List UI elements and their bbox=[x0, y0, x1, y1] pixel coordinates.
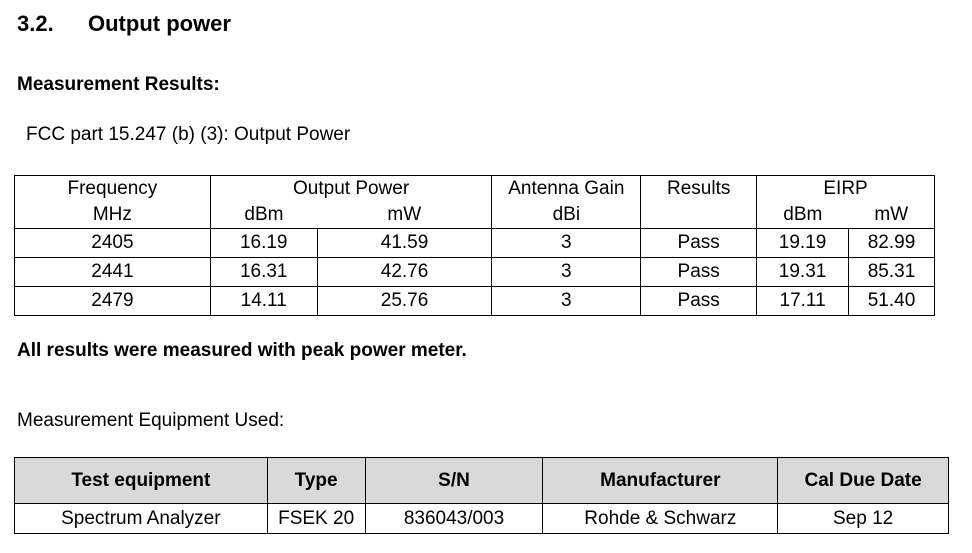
table-row bbox=[15, 504, 949, 534]
unit-antenna-gain: dBi bbox=[492, 202, 641, 229]
cell-eirp-dbm: 17.11 bbox=[757, 287, 849, 316]
header-output-power: Output Power bbox=[210, 176, 492, 203]
cell-output-dbm: 16.31 bbox=[210, 258, 317, 287]
cell-equipment-type: FSEK 20 bbox=[267, 504, 365, 534]
section-title: Output power bbox=[88, 11, 231, 36]
measurement-results-heading: Measurement Results: bbox=[17, 74, 220, 95]
cell-output-dbm: 14.11 bbox=[210, 287, 317, 316]
unit-eirp-dbm: dBm bbox=[757, 202, 849, 229]
cell-serial-number: 836043/003 bbox=[365, 504, 543, 534]
equipment-heading: Measurement Equipment Used: bbox=[17, 410, 285, 431]
unit-frequency: MHz bbox=[15, 202, 211, 229]
cell-eirp-mw: 82.99 bbox=[849, 229, 935, 258]
cell-output-dbm: 16.19 bbox=[210, 229, 317, 258]
cell-eirp-mw: 51.40 bbox=[849, 287, 935, 316]
equipment-table bbox=[14, 457, 949, 534]
cell-antenna-gain: 3 bbox=[492, 258, 641, 287]
header-serial-number: S/N bbox=[365, 458, 543, 504]
table-row bbox=[15, 258, 935, 287]
equipment-header-row bbox=[15, 458, 949, 504]
unit-output-dbm: dBm bbox=[210, 202, 317, 229]
cell-frequency: 2405 bbox=[15, 229, 211, 258]
table-header-row bbox=[15, 176, 935, 203]
cell-frequency: 2441 bbox=[15, 258, 211, 287]
cell-output-mw: 42.76 bbox=[317, 258, 492, 287]
unit-eirp-mw: mW bbox=[849, 202, 935, 229]
header-type: Type bbox=[267, 458, 365, 504]
header-frequency: Frequency bbox=[15, 176, 211, 203]
section-number: 3.2. bbox=[17, 11, 54, 36]
cell-result: Pass bbox=[641, 258, 757, 287]
table-row bbox=[15, 287, 935, 316]
cell-antenna-gain: 3 bbox=[492, 229, 641, 258]
cell-frequency: 2479 bbox=[15, 287, 211, 316]
header-eirp: EIRP bbox=[757, 176, 935, 203]
header-test-equipment: Test equipment bbox=[15, 458, 268, 504]
cell-output-mw: 41.59 bbox=[317, 229, 492, 258]
cell-cal-due-date: Sep 12 bbox=[778, 504, 949, 534]
cell-result: Pass bbox=[641, 287, 757, 316]
cell-eirp-dbm: 19.19 bbox=[757, 229, 849, 258]
header-results: Results bbox=[641, 176, 757, 203]
cell-eirp-dbm: 19.31 bbox=[757, 258, 849, 287]
header-antenna-gain: Antenna Gain bbox=[492, 176, 641, 203]
unit-output-mw: mW bbox=[317, 202, 492, 229]
header-manufacturer: Manufacturer bbox=[543, 458, 778, 504]
cell-eirp-mw: 85.31 bbox=[849, 258, 935, 287]
cell-antenna-gain: 3 bbox=[492, 287, 641, 316]
cell-result: Pass bbox=[641, 229, 757, 258]
measurement-note: All results were measured with peak power meter. bbox=[17, 340, 467, 361]
fcc-reference: FCC part 15.247 (b) (3): Output Power bbox=[26, 124, 351, 145]
table-row bbox=[15, 229, 935, 258]
cell-equipment-name: Spectrum Analyzer bbox=[15, 504, 268, 534]
header-cal-due-date: Cal Due Date bbox=[778, 458, 949, 504]
cell-manufacturer: Rohde & Schwarz bbox=[543, 504, 778, 534]
unit-results bbox=[641, 202, 757, 229]
table-unit-row bbox=[15, 202, 935, 229]
output-power-table bbox=[14, 175, 935, 316]
cell-output-mw: 25.76 bbox=[317, 287, 492, 316]
